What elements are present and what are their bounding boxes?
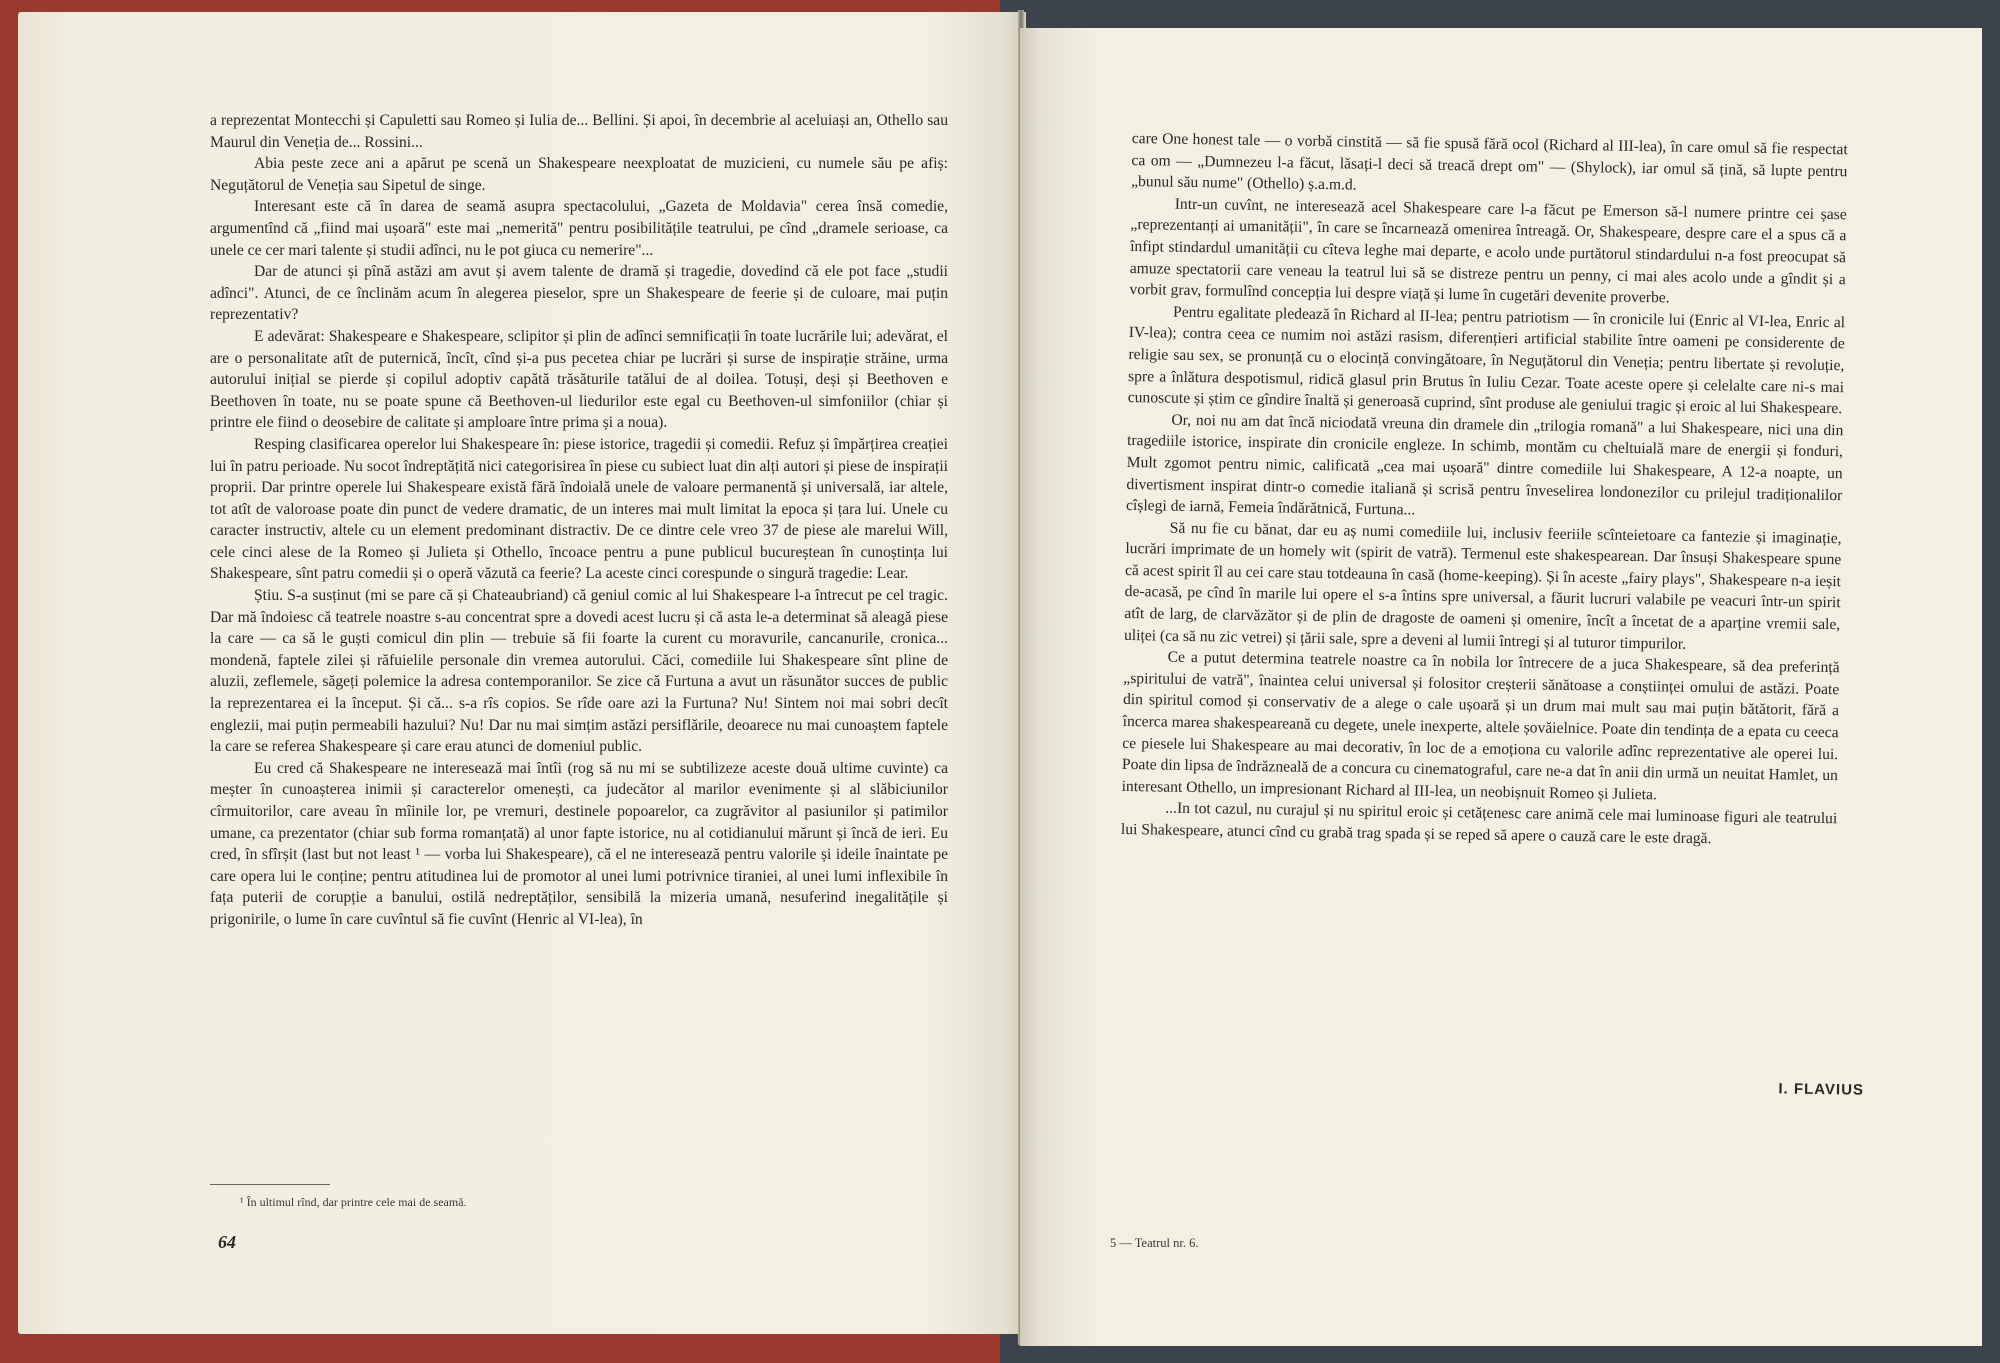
page-footer: 5 — Teatrul nr. 6. [1110,1236,1199,1250]
footnote: ¹ În ultimul rînd, dar printre cele mai de seamă. [240,1195,467,1209]
paragraph: ...In tot cazul, nu curajul și nu spiritul eroic și cetățenesc care animă cele mai luminoase figuri ale teatrului lui Shakespeare, atunci cînd cu grabă trag spada și se reped să apere o cauză care le este dragă. [1120,800,1838,848]
paragraph: Dar de atunci și pînă astăzi am avut și avem talente de dramă și tragedie, dovedind că ele pot face „studii adînci". Atunci, de ce înclinăm acum în alegerea pieselor, spre un Shakespeare de feerie și de culoare, mai puțin reprezentativ? [210,263,948,324]
paragraph: E adevărat: Shakespeare e Shakespeare, sclipitor și plin de adînci semnificații în toate lucrările lui; adevărat, el are o personalitate atît de puternică, încît, cînd și-a pus pecetea chiar pe lucrări și surse de inspirație străine, urma autorului inițial se pierde și copilul adoptiv capătă trăsăturile tatălui de al doilea. Totuși, deși și Beethoven e Beethoven în toate, nu se poate spune că Beethoven-ul liedurilor este egal cu Beethoven-ul simfoniilor (chiar și printre ele fiind o deosebire de calitate și amploare între prima și a noua). [210,327,948,432]
paragraph: Știu. S-a susținut (mi se pare că și Chateaubriand) că geniul comic al lui Shakespeare l-a întrecut pe cel tragic. Dar mă îndoiesc că teatrele noastre s-au concentrat spre a dovedi acest lucru și că asta le-a determinat să aleagă piese la care — ca să le guști comicul din plin — trebuie să fii foarte la curent cu moravurile, cancanurile, cronica... mondenă, faptele zilei și răfuielile personale din vremea autorului. Căci, comediile lui Shakespeare sînt pline de aluzii, zeflemele, săgeți polemice la adresa contemporanilor. Se zice că Furtuna a avut un răsunător succes de public la reprezentarea ei la început. Și că... s-a rîs copios. Se rîde oare azi la Furtuna? Nu! Sintem noi mai sobri decît englezii, mai puțin permeabili hazului? Nu! Dar nu mai simțim astăzi persiflările, deoarece nu mai cunoaștem faptele la care se referea Shakespeare și care erau atunci de domeniul public. [210,587,948,756]
paragraph: care One honest tale — o vorbă cinstită — să fie spusă fără ocol (Richard al III-lea), în care omul să fie respectat ca om — „Dumnezeu l-a făcut, lăsați-l deci să treacă drept om" — (Shylock), iar omul să țină, să lupte pentru „bunul său nume" (Othello) ș.a.m.d. [1131,129,1848,194]
paragraph: Resping clasificarea operelor lui Shakespeare în: piese istorice, tragedii și comedii. Refuz și împărțirea creației lui în patru perioade. Nu socot îndreptățită nici categorisirea în piese cu subiect luat din alți autori și piese de inspirații proprii. Dar printre operele lui Shakespeare există fără îndoială unele de valoare permanentă și universală, iar altele, tot atît de valoroase poate din punct de vedere dramatic, de un interes mai mult limitat la epoca și țara lui. Unele cu caracter instructiv, altele cu un element predominant distractiv. De ce dintre cele vreo 37 de piese ale marelui Will, cele cinci alese de la Romeo și Julieta și Othello, încoace pentru a pune publicul bucureștean în cunoștința lui Shakespeare, sînt patru comedii și o operă văzută ca feerie? La aceste cinci corespunde o singură tragedie: Lear. [210,435,948,583]
left-page-text [210,110,948,931]
paragraph: Să nu fie cu bănat, dar eu aș numi comediile lui, inclusiv feeriile scînteietoare ca fantezie și imaginație, lucrări imprimate de un homely wit (spirit de vatră). Termenul este shakespearean. Dar însuși Shakespeare spune că acest spirit îl au cei care stau totdeauna în casă (home-keeping). Și în aceste „fairy plays", Shakespeare n-a ieșit de-acasă, pe cînd în marile lui opere el s-a întins spre universal, a făurit lucruri valabile pe veacuri într-un spirit atît de larg, de clarvăzător și de plin de dragoste de oameni și omenire, încît a încetat de a aparține vremii sale, uliței (ca să nu zic vetrei) și țării sale, spre a deveni al lumii întregi și al tuturor timpurilor. [1123,519,1842,653]
page-number: 64 [218,1232,236,1252]
author-signature: I. FLAVIUS [1778,1080,1865,1099]
paragraph: Pentru egalitate pledează în Richard al II-lea; pentru patriotism — în cronicile lui (Enric al VI-lea, Enric al IV-lea); contra ceea ce numim noi astăzi rasism, diferențieri artificial stabilite între oameni pe considerente de religie sau sex, se pronunță cu o elocință convingătoare, în Neguțătorul din Veneția; pentru libertate și revoluție, spre a înlătura despotismul, ridică glasul prin Brutus în Iuliu Cezar. Toate aceste opere și celelalte care ni-s mai cunoscute și știm ce gîndire înaltă și generoasă cuprind, sînt produse ale geniului tragic și eroic al lui Shakespeare. [1127,303,1846,418]
paragraph: Abia peste zece ani a apărut pe scenă un Shakespeare neexploatat de muzicieni, cu numele său pe afiș: Neguțătorul de Veneția sau Sipetul de singe. [210,155,948,194]
footnote-rule [210,1184,330,1185]
left-page [18,12,1026,1334]
right-page-text [1121,128,1848,852]
paragraph: Or, noi nu am dat încă niciodată vreuna din dramele din „trilogia romană" a lui Shakespeare, nici una din tragediile istorice, inspirate din cronicile engleze. In schimb, montăm cu cheltuială mare de energii și fonduri, Mult zgomot pentru nimic, calificată „cea mai ușoară" dintre comediile lui Shakespeare, A 12-a noapte, un divertisment inspirat dintr-o comedie italiană și scrisă pentru înveselirea londonezilor cu prilejul tradiționalilor cîșlegi de iarnă, Femeia îndărătnică, Furtuna... [1125,411,1844,519]
paragraph: Interesant este că în darea de seamă asupra spectacolului, „Gazeta de Moldavia" cerea însă comedie, argumentînd că „fiind mai ușoară" este mai „nemerită" pentru posibilitățile teatrului, pe cînd „dramele serioase, ca unele ce cer mari talente și studii adînci, nu le pot giuca cu nemerire"... [210,198,948,259]
paragraph: Intr-un cuvînt, ne interesează acel Shakespeare care l-a făcut pe Emerson să-l numere printre cei șase „reprezentanți ai umanității", în care se încarnează omenirea întreagă. Or, Shakespeare, despre care el a spus că a înfipt stindardul umanității cu cîteva leghe mai departe, e acolo unde purtătorul stindardului n-a fost preocupat să amuze spectatorii care veneau la teatrul lui să se distreze pentru un penny, ci mai ales acolo unde a gîndit și a vorbit grav, formulînd concepția lui despre viață și lume în cugetări devenite proverbe. [1129,195,1847,307]
right-page [1020,28,1982,1346]
paragraph: Eu cred că Shakespeare ne interesează mai întîi (rog să nu mi se subtilizeze aceste două ultime cuvinte) ca meșter în cunoașterea inimii și caracterelor omenești, ca judecător al marilor evenimente și al slăbiciunilor cîrmuitorilor, care aveau în mîinile lor, pe vremuri, destinele popoarelor, ca zugrăvitor al pasiunilor și patimilor umane, ca prezentator (chiar sub forma romanțată) al unor fapte istorice, nu al cotidianului mărunt și încă de ieri. Eu cred, în sfîrșit (last but not least ¹ — vorba lui Shakespeare), că el ne interesează pentru valorile și ideile înaintate pe care opera lui le conține; pentru atitudinea lui de promotor al unei lumi potrivnice tiraniei, al unei lumi inflexibile în fața puterii de corupție a banului, ostilă nedreptăților, sensibilă la mizeria umană, nesuferind inegalitățile și prigonirile, o lume în care cuvîntul să fie cuvînt (Henric al VI-lea), în [210,759,948,928]
paragraph: Ce a putut determina teatrele noastre ca în nobila lor întrecere de a juca Shakespeare, să dea preferință „spiritului de vatră", înaintea celui universal și folositor creșterii sănătoase a conștiinței omului de astăzi. Poate din spiritul comod și conservativ de a alege o cale ușoară și un drum mai mult sau mai puțin bătătorit, fără a încerca marea shakespeareană cu degete, unele inexperte, altele șovăielnice. Poate din tendința de a epata cu ceeca ce piesele lui Shakespeare au mai decorativ, în loc de a emoționa cu valorile adînc reprezentative ale operei lui. Poate din lipsa de îndrăzneală de a concura cu cinematograful, care ne-a dat în anii din urmă un neuitat Hamlet, un interesant Othello, un impresionant Richard al III-lea, un neobișnuit Romeo și Julieta. [1121,648,1840,804]
paragraph: a reprezentat Montecchi și Capuletti sau Romeo și Iulia de... Bellini. Și apoi, în decembrie al aceluiași an, Othello sau Maurul din Veneția de... Rossini... [210,112,948,151]
